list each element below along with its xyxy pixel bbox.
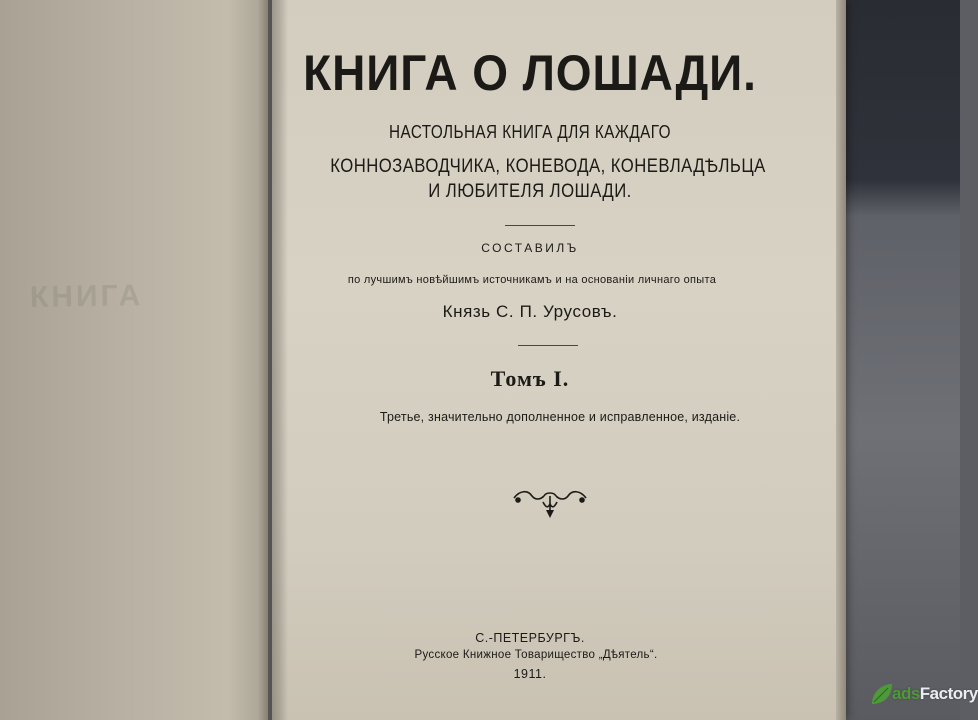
book-subtitle: НАСТОЛЬНАЯ КНИГА ДЛЯ КАЖДАГО — [389, 122, 671, 142]
publication-city: С.-ПЕТЕРБУРГЪ. — [475, 631, 585, 645]
book-gutter — [258, 0, 288, 720]
title-page — [272, 0, 842, 720]
watermark-prefix: ads — [892, 684, 920, 703]
page-edge — [836, 0, 846, 720]
left-page-bleed-text: КНИГА — [29, 279, 144, 314]
watermark-suffix: Factory — [919, 684, 978, 703]
left-page — [0, 0, 268, 720]
audience-line-1: КОННОЗАВОДЧИКА, КОНЕВОДА, КОНЕВЛАДѢЛЬЦА — [330, 156, 766, 177]
sources-note: по лучшимъ новѣйшимъ источникамъ и на основаніи личнаго опыта — [347, 274, 717, 286]
book-title: КНИГА О ЛОШАДИ. — [303, 45, 757, 101]
author-name: Князь С. П. Урусовъ. — [442, 302, 618, 321]
divider-rule — [518, 345, 578, 346]
composed-by-label: СОСТАВИЛЪ — [481, 241, 579, 255]
floral-ornament-icon — [510, 486, 590, 522]
edition-note: Третье, значительно дополненное и исправленное, изданіе. — [379, 410, 741, 424]
publisher-name: Русское Книжное Товарищество „Дѣятель“. — [414, 649, 658, 661]
divider-rule — [505, 225, 575, 226]
volume-label: Томъ I. — [490, 366, 570, 391]
audience-line-2: И ЛЮБИТЕЛЯ ЛОШАДИ. — [428, 181, 632, 202]
watermark-text — [892, 684, 978, 704]
publication-year: 1911. — [513, 667, 547, 681]
